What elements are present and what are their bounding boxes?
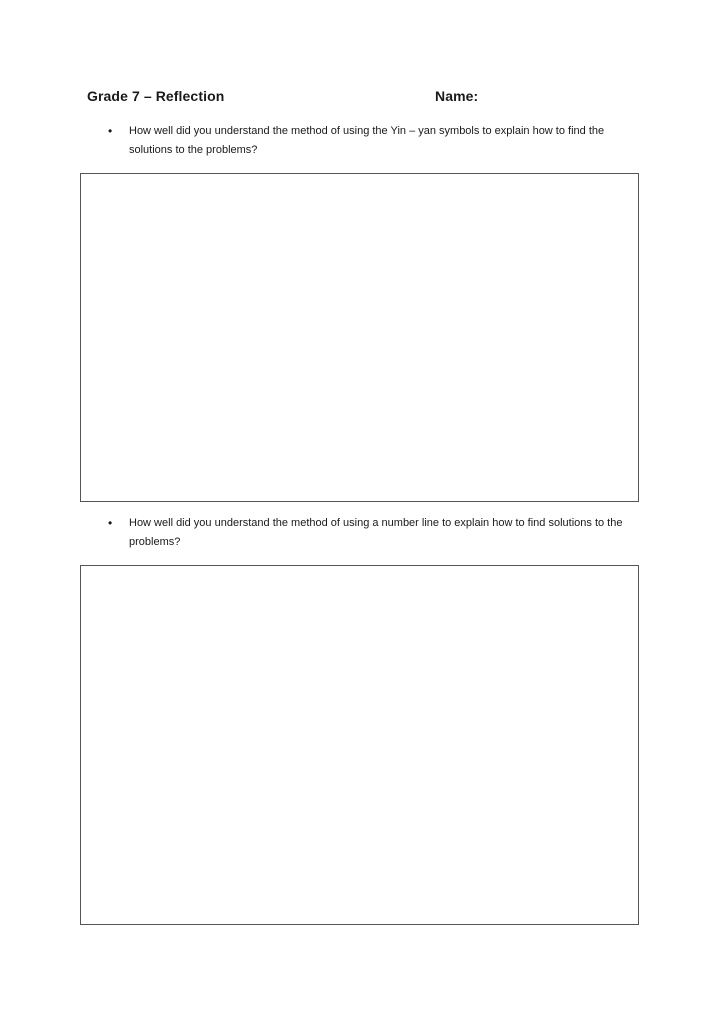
bullet-icon: •: [108, 516, 113, 530]
worksheet-title: Grade 7 – Reflection: [87, 88, 225, 104]
answer-box-1[interactable]: [80, 173, 639, 502]
bullet-icon: •: [108, 124, 113, 138]
question-2-text: How well did you understand the method of using a number line to explain how to find solutions to the problems?: [129, 517, 623, 548]
worksheet-header: [87, 88, 647, 108]
answer-box-2[interactable]: [80, 565, 639, 925]
name-label: Name:: [435, 88, 479, 104]
question-1-text: How well did you understand the method of using the Yin – yan symbols to explain how to find the solutions to the problems?: [129, 125, 605, 156]
